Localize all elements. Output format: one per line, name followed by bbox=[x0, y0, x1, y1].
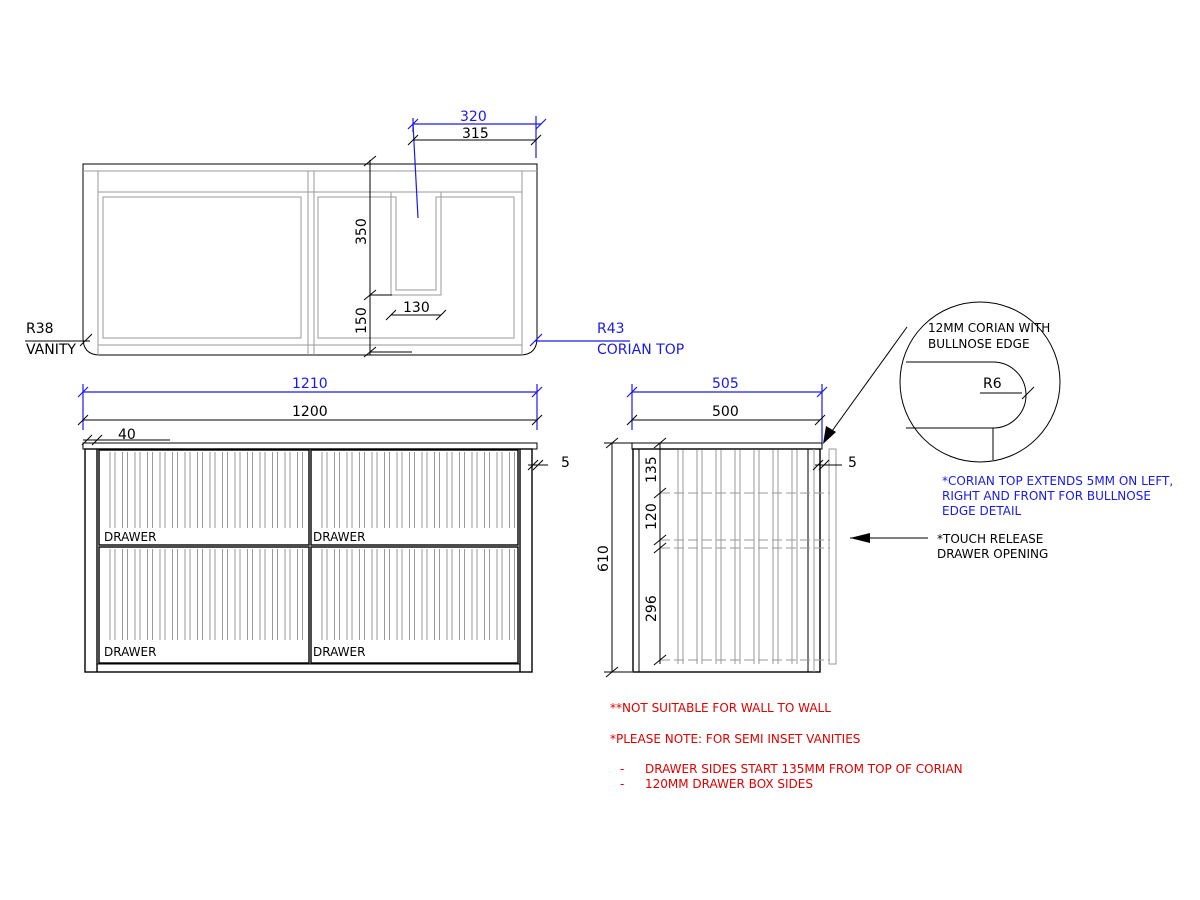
touch-release-note: *TOUCH RELEASE bbox=[937, 532, 1044, 546]
dim-135-label: 135 bbox=[644, 456, 660, 483]
plan-outline bbox=[83, 164, 537, 355]
r43-label: R43 bbox=[597, 321, 625, 337]
dim-315-label: 315 bbox=[462, 126, 489, 142]
dim-500-label: 500 bbox=[712, 404, 739, 420]
drawer-label: DRAWER bbox=[313, 530, 366, 544]
bullnose-detail bbox=[823, 302, 1173, 518]
wall-note: **NOT SUITABLE FOR WALL TO WALL bbox=[610, 701, 831, 715]
drawer-label: DRAWER bbox=[104, 530, 157, 544]
dim-350-label: 350 bbox=[354, 218, 370, 245]
bullnose-label: 12MM CORIAN WITH bbox=[928, 321, 1051, 335]
touch-release-note: DRAWER OPENING bbox=[937, 547, 1049, 561]
note-bullet: - bbox=[620, 777, 625, 791]
dim-5-front-label: 5 bbox=[561, 455, 570, 471]
corian-note: EDGE DETAIL bbox=[942, 504, 1022, 518]
bullnose-label: BULLNOSE EDGE bbox=[928, 337, 1030, 351]
r6-label: R6 bbox=[983, 376, 1002, 392]
dim-5-side-label: 5 bbox=[848, 455, 857, 471]
dim-150-label: 150 bbox=[354, 307, 370, 334]
r38-label: R38 bbox=[26, 321, 54, 337]
notes-block bbox=[610, 701, 963, 791]
drawer-label: DRAWER bbox=[104, 645, 157, 659]
dim-1200-label: 1200 bbox=[292, 404, 328, 420]
fluted-front bbox=[110, 452, 515, 640]
corian-note: *CORIAN TOP EXTENDS 5MM ON LEFT, bbox=[942, 474, 1174, 488]
dim-610-label: 610 bbox=[596, 545, 612, 572]
front-view bbox=[78, 376, 570, 672]
dim-296-label: 296 bbox=[644, 595, 660, 622]
corian-top-label: CORIAN TOP bbox=[597, 342, 685, 358]
dim-40-label: 40 bbox=[118, 427, 136, 443]
plan-view bbox=[25, 109, 684, 358]
dim-1210-label: 1210 bbox=[292, 376, 328, 392]
side-hidden-lines bbox=[678, 450, 797, 664]
dim-130-label: 130 bbox=[403, 300, 430, 316]
drawer-sides-note: DRAWER SIDES START 135MM FROM TOP OF CORIAN bbox=[645, 762, 963, 776]
vanity-label: VANITY bbox=[26, 342, 76, 358]
note-bullet: - bbox=[620, 762, 625, 776]
drawer-box-note: 120MM DRAWER BOX SIDES bbox=[645, 777, 813, 791]
dim-320-label: 320 bbox=[460, 109, 487, 125]
dim-120-label: 120 bbox=[644, 503, 660, 530]
arrow-icon bbox=[850, 533, 870, 543]
side-view bbox=[596, 376, 1048, 677]
corian-note: RIGHT AND FRONT FOR BULLNOSE bbox=[942, 489, 1151, 503]
please-note: *PLEASE NOTE: FOR SEMI INSET VANITIES bbox=[610, 732, 861, 746]
dim-505-label: 505 bbox=[712, 376, 739, 392]
sink-cutout bbox=[318, 197, 514, 338]
drawer-label: DRAWER bbox=[313, 645, 366, 659]
